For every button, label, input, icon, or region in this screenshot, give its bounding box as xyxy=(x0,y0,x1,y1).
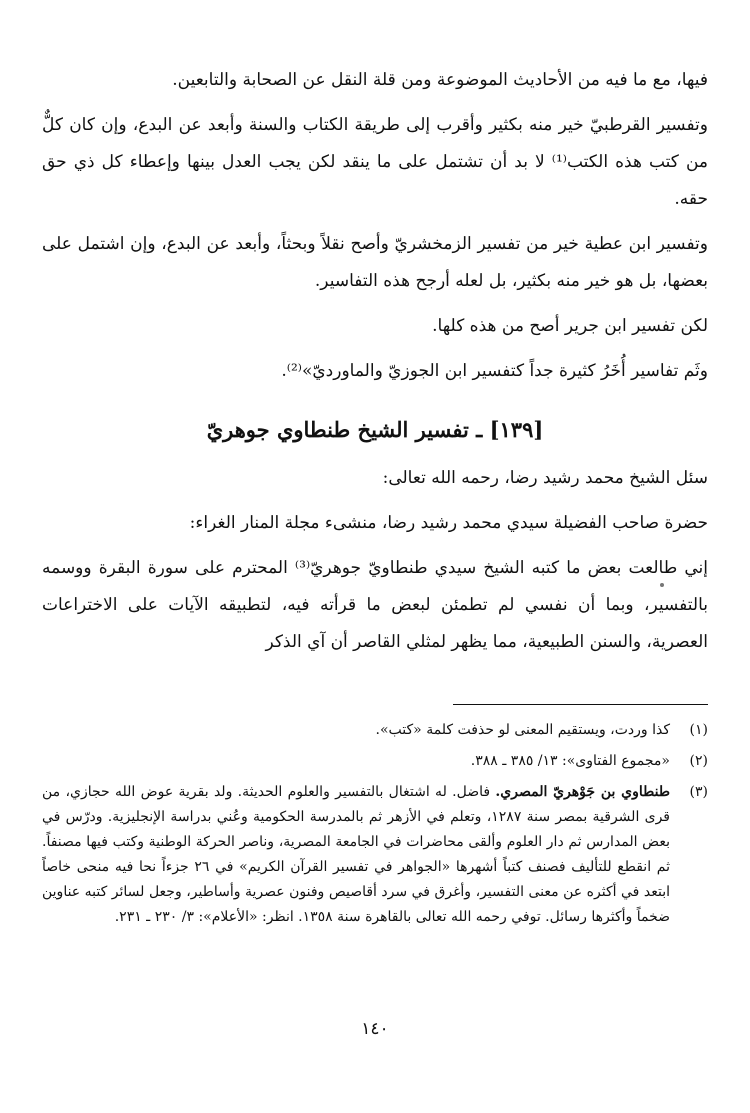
footnotes xyxy=(42,712,708,930)
footnote-1 xyxy=(42,718,708,743)
paragraph-4: لكن تفسير ابن جرير أصح من هذه كلها. xyxy=(432,316,708,336)
paragraph-1: فيها، مع ما فيه من الأحاديث الموضوعة ومن قلة النقل عن الصحابة والتابعين. xyxy=(172,70,708,90)
section-heading: [١٣٩] ـ تفسير الشيخ طنطاوي جوهريّ xyxy=(206,417,544,442)
page-number: ١٤٠ xyxy=(361,1019,389,1039)
footnote-number: (١) xyxy=(689,722,708,738)
paragraph-5: وثَم تفاسير أُخَرُ كثيرة جداً كتفسير ابن الجوزيّ والماورديّ»⁽²⁾. xyxy=(281,361,708,381)
paragraph-8: إني طالعت بعض ما كتبه الشيخ سيدي طنطاويّ جوهريّ⁽³⁾ المحترم على سورة البقرة ووسمه بالتفسير، وبما أن نفسي لم تطمئن لبعض ما قرأته فيه، لتطبيقه الآيات على الاختراعات العصرية، والسنن الطبيعية، مما يظهر لمثلي القاصر أن آي الذكر xyxy=(42,558,709,652)
footnote-3 xyxy=(42,780,708,930)
stray-mark xyxy=(660,583,664,587)
footnote-number: (٢) xyxy=(689,753,708,769)
footnote-text: «مجموع الفتاوى»: ١٣/ ٣٨٥ ـ ٣٨٨. xyxy=(470,753,670,769)
footnote-text xyxy=(42,780,670,930)
paragraph-7: حضرة صاحب الفضيلة سيدي محمد رشيد رضا، منشىء مجلة المنار الغراء: xyxy=(189,513,708,533)
footnote-body: فاضل. له اشتغال بالتفسير والعلوم الحديثة. ولد بقرية عوض الله حجازي، من قرى الشرقية بمصر سنة ١٢٨٧، وتعلم في الأزهر ثم بالمدرسة الحكومية وعُني بدراسة الإنجليزية. ودرّس في بعض المدارس ثم دار العلوم وألقى محاضرات في الجامعة المصرية، وناصر الحركة الوطنية وكتب فيها مصنفاً. ثم انقطع للتأليف فصنف كتباً أشهرها «الجواهر في تفسير القرآن الكريم» في ٢٦ جزءاً نحا فيه منحى خاصاً ابتعد في أكثره عن معنى التفسير، وأغرق في سرد أقاصيص وفنون عصرية وأساطير، وجعل لسائر كتبه عناوين ضخماً وأكثرها رسائل. توفي رحمه الله تعالى بالقاهرة سنة ١٣٥٨. انظر: «الأعلام»: ٣/ ٢٣٠ ـ ٢٣١. xyxy=(42,784,670,925)
main-text xyxy=(42,62,708,661)
paragraph-3: وتفسير ابن عطية خير من تفسير الزمخشريّ وأصح نقلاً وبحثاً، وأبعد عن البدع، وإن اشتمل على بعضها، بل هو خير منه بكثير، بل لعله أرجح هذه التفاسير. xyxy=(42,234,708,291)
footnote-number: (٣) xyxy=(689,784,708,800)
footnote-text: كذا وردت، ويستقيم المعنى لو حذفت كلمة «كتب». xyxy=(375,722,670,738)
footnote-name: طنطاوي بن جَوْهريّ المصري. xyxy=(495,784,670,800)
footnote-2 xyxy=(42,749,708,774)
paragraph-6: سئل الشيخ محمد رشيد رضا، رحمه الله تعالى: xyxy=(382,468,708,488)
footnote-separator xyxy=(453,704,708,705)
paragraph-2: وتفسير القرطبيّ خير منه بكثير وأقرب إلى طريقة الكتاب والسنة وأبعد عن البدع، وإن كان كلٌّ من كتب هذه الكتب⁽¹⁾ لا بد أن تشتمل على ما ينقد لكن يجب العدل بينها وإعطاء كل ذي حق حقه. xyxy=(42,115,708,209)
